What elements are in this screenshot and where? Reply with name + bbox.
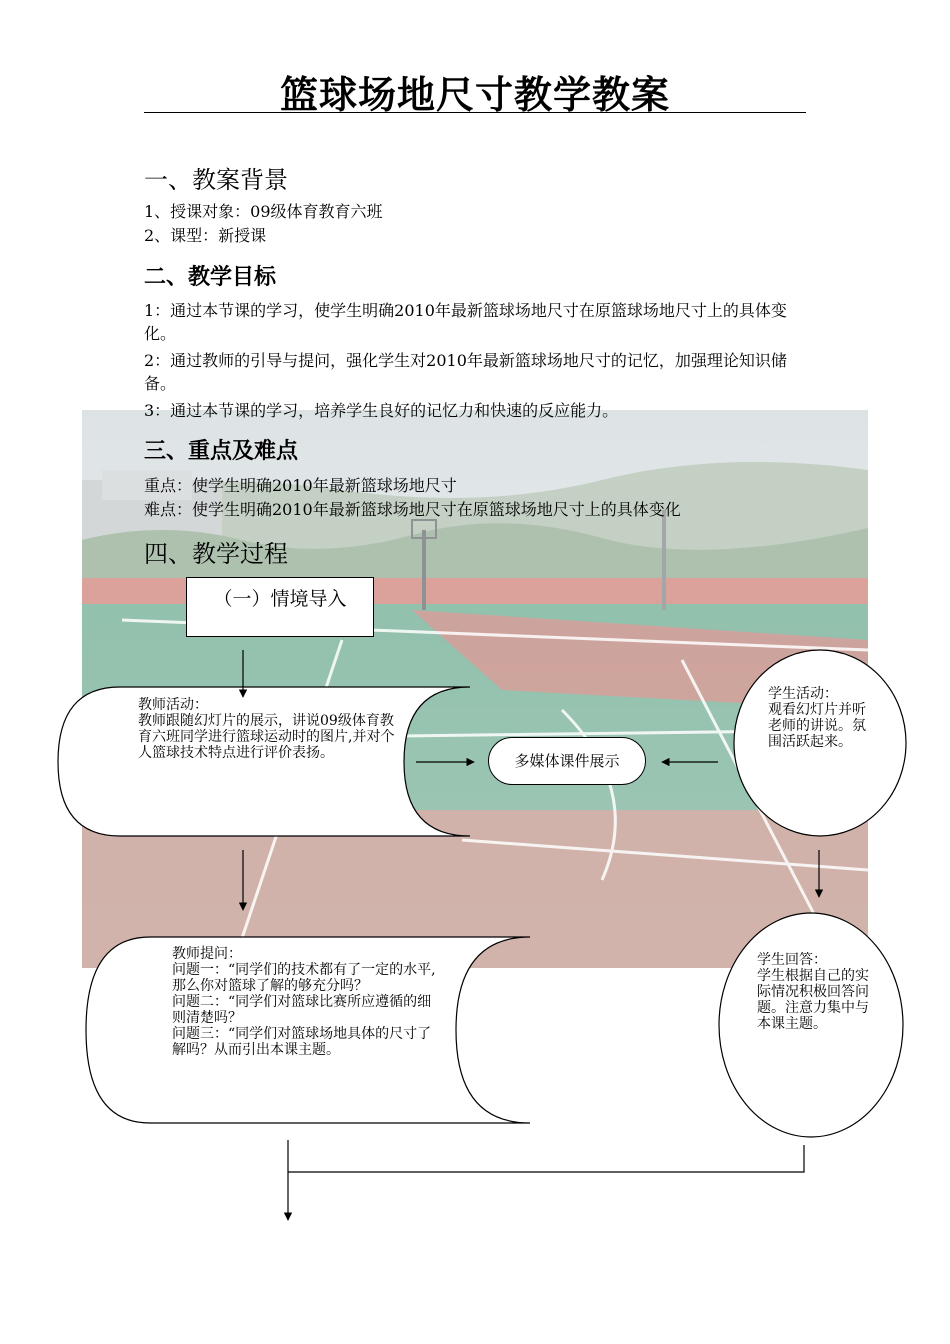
student-answer-text [757,952,869,1032]
section-heading-keypoints: 三、重点及难点 [144,439,299,464]
difficulty-line: 难点：使学生明确2010年最新篮球场地尺寸在原篮球场地尺寸上的具体变化 [144,500,681,519]
question-3: 问题三：“同学们对篮球场地具体的尺寸了解吗？从而引出本课主题。 [172,1026,432,1058]
teacher-questions-text [172,946,440,1058]
teacher-questions-label: 教师提问： [172,946,242,962]
student-activity-body: 观看幻灯片并听老师的讲说。氛围活跃起来。 [768,702,866,750]
goal-1: 1：通过本节课的学习，使学生明确2010年最新篮球场地尺寸在原篮球场地尺寸上的具体变化。 [144,301,787,343]
lesson-target-line: 1、授课对象：09级体育教育六班 [144,202,383,221]
question-2: 问题二：“同学们对篮球比赛所应遵循的细则清楚吗？ [172,994,432,1026]
connector-merge [288,1140,804,1172]
intro-box: （一）情境导入 [186,577,374,637]
document-title: 篮球场地尺寸教学教案 [279,73,670,117]
section-heading-background: 一、教案背景 [144,166,288,194]
student-activity-label: 学生活动： [768,686,838,702]
student-activity-text [768,686,872,750]
teacher-activity-text [138,697,400,761]
teacher-activity-body: 教师跟随幻灯片的展示，讲说09级体育教育六班同学进行篮球运动时的图片,并对个人篮球技术特点进行评价表扬。 [138,713,395,761]
key-point-line: 重点：使学生明确2010年最新篮球场地尺寸 [144,476,457,495]
goal-2: 2：通过教师的引导与提问，强化学生对2010年最新篮球场地尺寸的记忆，加强理论知识储备。 [144,351,787,393]
section-heading-goals: 二、教学目标 [144,265,277,290]
student-answer-label: 学生回答： [757,952,827,968]
goal-3: 3：通过本节课的学习，培养学生良好的记忆力和快速的反应能力。 [144,401,619,420]
lesson-type-line: 2、课型：新授课 [144,226,267,245]
multimedia-display-box: 多媒体课件展示 [488,737,646,785]
question-1: 问题一：“同学们的技术都有了一定的水平,那么你对篮球了解的够充分吗？ [172,962,436,994]
section-heading-process: 四、教学过程 [144,540,288,568]
student-answer-body: 学生根据自己的实际情况积极回答问题。注意力集中与本课主题。 [757,968,869,1032]
teacher-activity-label: 教师活动： [138,697,208,713]
